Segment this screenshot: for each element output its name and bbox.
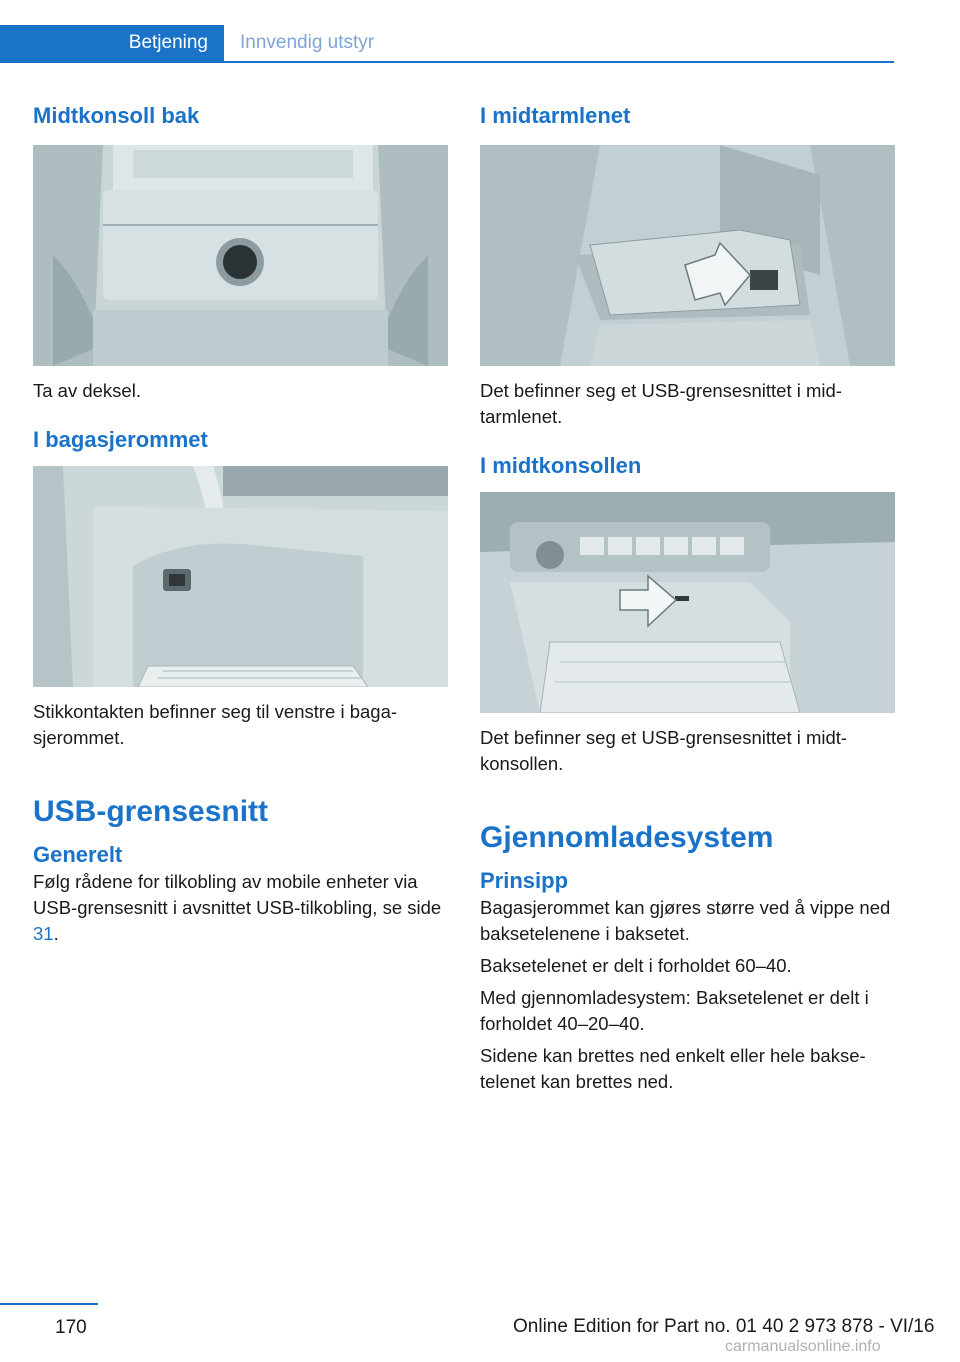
center-console-illustration [480, 492, 895, 713]
section-title-usb-grensesnitt: USB-grensesnitt [33, 795, 269, 828]
page-link-31[interactable]: 31 [33, 923, 54, 944]
section1-text: Ta av deksel. [33, 380, 141, 401]
tab-betjening[interactable]: Betjening [0, 25, 224, 61]
rear-console-illustration [33, 145, 448, 366]
section2-text: Stikkontakten befinner seg til venstre i baga‐ sjerommet. [33, 701, 398, 748]
header-divider [0, 61, 894, 63]
principle-paragraph-2: Baksetelenet er delt i forholdet 60–40. [480, 955, 792, 976]
section-title-gjennomladesystem: Gjennomladesystem [480, 821, 774, 854]
trunk-illustration [33, 466, 448, 687]
section2-text-right: Det befinner seg et USB-grensesnittet i midt‐ konsollen. [480, 727, 848, 774]
page-header [0, 25, 894, 63]
page-number: 170 [55, 1317, 87, 1338]
principle-paragraph-1: Bagasjerommet kan gjøres større ved å vippe ned baksetelenene i baksetet. [480, 897, 891, 944]
footer-divider [0, 1303, 98, 1305]
left-column [33, 102, 448, 947]
section-title-midtkonsoll-bak: Midtkonsoll bak [33, 103, 200, 128]
general-text: Følg rådene for tilkobling av mobile enheter via USB-grensesnitt i avsnittet USB-tilkobling, se side 31. [33, 871, 442, 944]
section-title-midtkonsollen: I midtkonsollen [480, 453, 642, 478]
section1-text-right: Det befinner seg et USB-grensesnittet i mid‐ tarmlenet. [480, 380, 842, 427]
tab-innvendig-utstyr[interactable]: Innvendig utstyr [240, 32, 375, 53]
subtitle-generelt: Generelt [33, 842, 123, 867]
armrest-illustration [480, 145, 895, 366]
watermark: carmanualsonline.info [725, 1338, 881, 1355]
principle-paragraph-4: Sidene kan brettes ned enkelt eller hele bakse‐ telenet kan brettes ned. [480, 1045, 866, 1092]
section-title-bagasjerommet: I bagasjerommet [33, 427, 208, 452]
principle-paragraph-3: Med gjennomladesystem: Baksetelenet er delt i forholdet 40–20–40. [480, 987, 869, 1034]
edition-text: Online Edition for Part no. 01 40 2 973 878 - VI/16 [513, 1316, 935, 1337]
section-title-midtarmlenet: I midtarmlenet [480, 103, 631, 128]
subtitle-prinsipp: Prinsipp [480, 868, 569, 893]
right-column [480, 102, 895, 1095]
